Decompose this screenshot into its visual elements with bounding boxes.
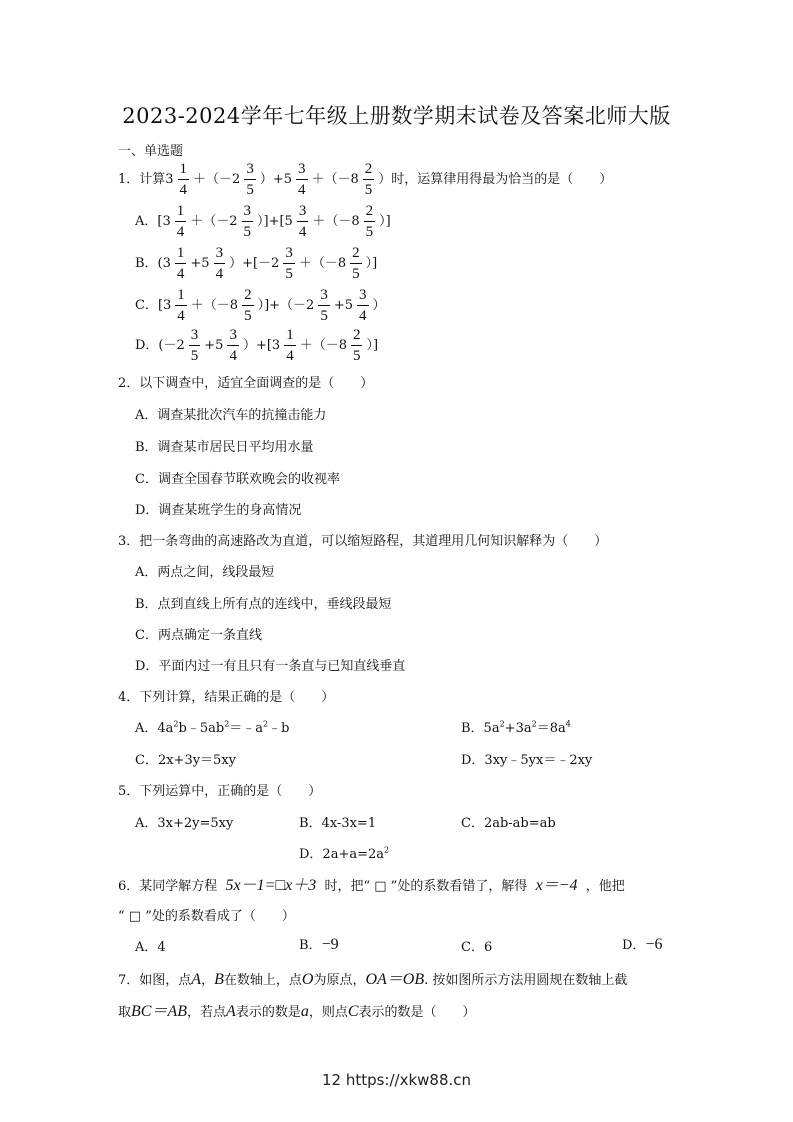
question-6-stem-line2: “ □ ”处的系数看成了（ ） — [118, 909, 295, 924]
fraction: $\frac{2}{5}$ — [244, 287, 252, 324]
text: 1．计算3 — [118, 172, 174, 187]
fraction: $\frac{3}{4}$ — [215, 245, 224, 282]
fraction: $\frac{2}{5}$ — [365, 203, 374, 240]
question-6-option-c: C．6 — [461, 940, 493, 955]
question-5-option-b: B．4x-3x=1 — [299, 816, 377, 831]
question-6-option-d: D．−6 — [622, 936, 663, 953]
fraction: $\frac{2}{5}$ — [364, 161, 373, 198]
question-3-option-c: C．两点确定一条直线 — [135, 628, 262, 643]
page-title: 2023-2024学年七年级上册数学期末试卷及答案北师大版 — [122, 104, 671, 128]
question-5-option-d: D．$2a+a=2a^2$ — [299, 845, 390, 862]
question-4-option-d: D．3xy﹣5yx＝﹣2xy — [461, 753, 593, 768]
question-2-option-a: A．调查某批次汽车的抗撞击能力 — [135, 408, 327, 423]
question-1-stem: 1．计算3 $\frac{1}{4}$ ＋（－2 $\frac{3}{5}$ ）+5 $\frac{3}{4}$ ＋（－8 $\frac{2}{5}$ ）时，运算律用得最为恰当的是（ ） — [118, 161, 613, 198]
fraction: $\frac{1}{4}$ — [176, 245, 185, 282]
question-5-stem: 5．下列运算中，正确的是（ ） — [118, 784, 322, 799]
question-2-option-c: C．调查全国春节联欢晚会的收视率 — [135, 472, 340, 487]
question-3-option-a: A．两点之间，线段最短 — [135, 565, 275, 580]
fraction: $\frac{1}{4}$ — [286, 327, 294, 364]
fraction: $\frac{3}{5}$ — [246, 161, 254, 198]
question-6-option-b: B．−9 — [299, 936, 339, 953]
fraction: $\frac{3}{4}$ — [298, 161, 306, 198]
fraction: $\frac{1}{4}$ — [177, 287, 185, 324]
question-4-option-b: B．$5a^2+3a^2=8a^4$ — [461, 719, 571, 736]
question-1-option-b: B．(3 $\frac{1}{4}$ +5 $\frac{3}{4}$ ）+[－2 $\frac{3}{5}$ ＋（－8 $\frac{2}{5}$ ）] — [135, 245, 378, 282]
question-5-option-a: A．3x+2y=5xy — [135, 816, 234, 831]
fraction: $\frac{2}{5}$ — [352, 245, 360, 282]
question-2-stem: 2．以下调查中，适宜全面调查的是（ ） — [118, 376, 374, 391]
fraction: $\frac{3}{4}$ — [298, 203, 307, 240]
question-7-stem: 7．如图，点A，B在数轴上，点O为原点，OA＝OB. 按如图所示方法用圆规在数轴上截 — [118, 971, 628, 988]
equation: 5x－1=□x＋3 — [225, 877, 317, 894]
question-4-option-a: A．$4a^2b﹣5ab^2=﹣a^2﹣b$ — [135, 719, 290, 736]
fraction: $\frac{3}{4}$ — [229, 327, 237, 364]
fraction: $\frac{2}{5}$ — [352, 327, 361, 364]
question-6-option-a: A．4 — [135, 940, 166, 955]
fraction: $\frac{3}{5}$ — [285, 245, 293, 282]
question-4-stem: 4．下列计算，结果正确的是（ ） — [118, 690, 335, 705]
fraction: $\frac{3}{5}$ — [320, 287, 328, 324]
fraction: $\frac{1}{4}$ — [179, 161, 188, 198]
question-1-option-a: A．[3 $\frac{1}{4}$ ＋（－2 $\frac{3}{5}$ ）]+[5 $\frac{3}{4}$ ＋（－8 $\frac{2}{5}$ ）] — [135, 203, 391, 240]
question-6-stem: 6．某同学解方程 5x－1=□x＋3 时，把“ □ ”处的系数看错了，解得 x＝−4 ，他把 — [118, 877, 625, 894]
fraction: $\frac{3}{5}$ — [190, 327, 199, 364]
question-2-option-b: B．调查某市居民日平均用水量 — [135, 440, 314, 455]
question-1-option-c: C．[3 $\frac{1}{4}$ ＋（－8 $\frac{2}{5}$ ）]+（－2 $\frac{3}{5}$ +5 $\frac{3}{4}$ ） — [135, 287, 386, 324]
equation: x＝−4 — [535, 877, 578, 894]
page-footer: 12 https://xkw88.cn — [321, 1071, 472, 1089]
question-4-option-c: C．2x+3y＝5xy — [135, 753, 237, 768]
question-5-option-c: C．2ab-ab=ab — [461, 816, 556, 831]
section-heading: 一、单选题 — [118, 144, 184, 159]
question-3-stem: 3．把一条弯曲的高速路改为直道，可以缩短路程，其道理用几何知识解释为（ ） — [118, 534, 608, 549]
question-3-option-d: D．平面内过一有且只有一条直与已知直线垂直 — [135, 659, 406, 674]
fraction: $\frac{1}{4}$ — [176, 203, 185, 240]
fraction: $\frac{3}{5}$ — [243, 203, 252, 240]
question-7-stem-line2: 取BC＝AB，若点A表示的数是a，则点C表示的数是（ ） — [118, 1003, 476, 1020]
question-2-option-d: D．调查某班学生的身高情况 — [135, 503, 302, 518]
question-1-option-d: D．(－2 $\frac{3}{5}$ +5 $\frac{3}{4}$ ）+[3 $\frac{1}{4}$ ＋（－8 $\frac{2}{5}$ ）] — [135, 327, 379, 364]
fraction: $\frac{3}{4}$ — [359, 287, 367, 324]
question-3-option-b: B．点到直线上所有点的连线中，垂线段最短 — [135, 597, 392, 612]
